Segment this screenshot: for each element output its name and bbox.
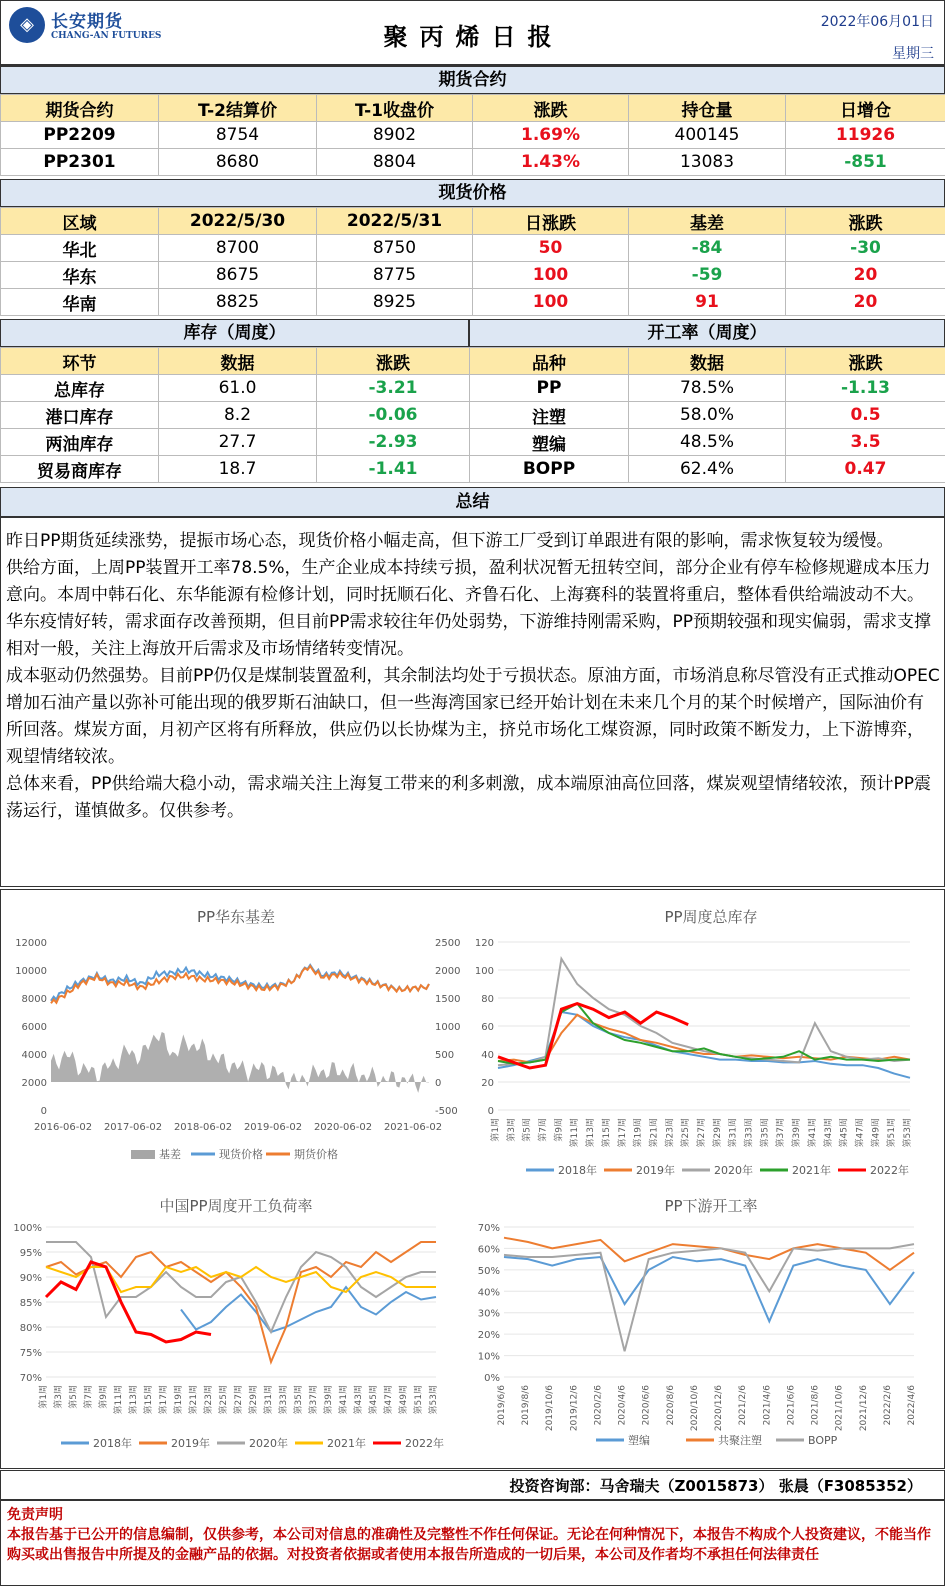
x-tick-label: 2022/4/6 — [907, 1385, 917, 1426]
y2-tick-label: -500 — [435, 1106, 458, 1117]
y-tick-label: 100 — [476, 966, 494, 977]
y-tick-label: 10000 — [15, 966, 47, 977]
table-cell: 27.7 — [159, 429, 317, 456]
report-weekday: 星期三 — [892, 46, 934, 62]
column-header: T-2结算价 — [159, 95, 317, 122]
table-cell: 贸易商库存 — [1, 456, 159, 483]
summary-paragraph: 成本驱动仍然强势。目前PP仍仅是煤制装置盈利，其余制法均处于亏损状态。原油方面，市场消息称尽管没有正式推动OPEC增加石油产量以弥补可能出现的俄罗斯石油缺口，但一些海湾国家已经开始计划在未来几个月的某个时候增产，国际油价有所回落。煤炭方面，月初产区将有所释放，供应仍以长协煤为主，挤兑市场化工煤资源，同时政策不断发力，上下游博弈，观望情绪较浓。 — [6, 666, 940, 767]
table-cell: 50 — [473, 235, 629, 262]
table-row — [470, 402, 945, 429]
y-tick-label: 20 — [481, 1078, 494, 1089]
y-tick-label: 40 — [481, 1050, 494, 1061]
x-tick-label: 第15周 — [144, 1385, 154, 1415]
table-cell: 20 — [786, 262, 945, 289]
table-cell: 58.0% — [629, 402, 786, 429]
table-cell: 塑编 — [470, 429, 629, 456]
legend-entry: 现货价格 — [219, 1148, 263, 1161]
x-tick-label: 第49周 — [871, 1118, 882, 1148]
x-tick-label: 2020/8/6 — [665, 1385, 676, 1426]
table-cell: 3.5 — [786, 429, 945, 456]
disclaimer-title: 免责声明 — [7, 1507, 63, 1523]
downstream-chart — [476, 1185, 945, 1470]
x-tick-label: 第9周 — [554, 1118, 565, 1142]
y-tick-label: 0% — [484, 1373, 500, 1384]
table-cell: 78.5% — [629, 375, 786, 402]
column-header: 涨跌 — [473, 95, 629, 122]
x-tick-label: 第43周 — [354, 1385, 364, 1415]
x-tick-label: 第31周 — [728, 1118, 739, 1148]
table-row — [470, 375, 945, 402]
table-cell: 华北 — [1, 235, 159, 262]
table-cell: 8775 — [317, 262, 473, 289]
operating-section-title: 开工率（周度） — [469, 319, 945, 347]
futures-price-line — [51, 966, 429, 1003]
table-cell: PP2301 — [1, 149, 159, 176]
table-cell: 注塑 — [470, 402, 629, 429]
legend-entry: 2020年 — [714, 1164, 753, 1177]
table-header-row — [1, 348, 470, 375]
x-tick-label: 第5周 — [522, 1118, 533, 1142]
x-tick-label: 第17周 — [617, 1118, 628, 1148]
column-header: 期货合约 — [1, 95, 159, 122]
table-header-row — [470, 348, 945, 375]
inventory-chart — [476, 890, 945, 1180]
x-tick-label: 第29周 — [249, 1385, 259, 1415]
table-cell: 0.47 — [786, 456, 945, 483]
futures-section-title: 期货合约 — [0, 66, 945, 94]
column-header: 2022/5/31 — [317, 208, 473, 235]
table-cell: 8.2 — [159, 402, 317, 429]
table-cell: 91 — [629, 289, 786, 316]
series-line — [498, 1012, 910, 1078]
report-date: 2022年06月01日 — [820, 14, 934, 30]
x-tick-label: 第21周 — [649, 1118, 660, 1148]
x-tick-label: 第19周 — [633, 1118, 644, 1148]
legend-entry: 2019年 — [171, 1437, 210, 1450]
x-tick-label: 2021/10/6 — [834, 1385, 845, 1432]
x-tick-label: 第9周 — [99, 1385, 109, 1409]
x-tick-label: 第53周 — [429, 1385, 439, 1415]
table-cell: 13083 — [629, 149, 786, 176]
x-tick-label: 第27周 — [234, 1385, 244, 1415]
report-title: 聚丙烯日报 — [383, 23, 564, 51]
x-tick-label: 2021/8/6 — [810, 1385, 821, 1426]
x-tick-label: 第41周 — [339, 1385, 349, 1415]
disclaimer — [0, 1500, 945, 1586]
y-tick-label: 0 — [487, 1106, 494, 1117]
disclaimer-text: 本报告基于已公开的信息编制，仅供参考，本公司对信息的准确性及完整性不作任何保证。无论在何种情况下，本报告不构成个人投资建议，不能当作购买或出售报告中所提及的金融产品的依据。对投资者依据或者使用本报告所造成的一切后果，本公司及作者均不承担任何法律责任 — [7, 1527, 931, 1563]
basis-chart — [1, 890, 471, 1180]
spot-table — [0, 207, 945, 316]
legend-entry: 基差 — [159, 1148, 181, 1161]
x-tick-label: 第47周 — [855, 1118, 866, 1148]
charts-panel — [0, 889, 945, 1469]
x-tick-label: 第45周 — [369, 1385, 379, 1415]
table-cell: 8680 — [159, 149, 317, 176]
x-tick-label: 第13周 — [586, 1118, 597, 1148]
x-tick-label: 第35周 — [760, 1118, 771, 1148]
table-cell: 两油库存 — [1, 429, 159, 456]
basis-chart-svg — [1, 890, 471, 1180]
legend-entry: 2021年 — [792, 1164, 831, 1177]
y2-tick-label: 2000 — [435, 966, 461, 977]
x-tick-label: 第31周 — [264, 1385, 274, 1415]
column-header: 涨跌 — [786, 348, 945, 375]
x-tick-label: 2021/12/6 — [858, 1385, 869, 1432]
table-row — [1, 235, 945, 262]
chart-title: 中国PP周度开工负荷率 — [159, 1197, 313, 1215]
x-tick-label: 第1周 — [39, 1385, 49, 1409]
table-cell: 1.43% — [473, 149, 629, 176]
x-tick-label: 第35周 — [294, 1385, 304, 1415]
x-tick-label: 第29周 — [712, 1118, 723, 1148]
legend-entry: 2022年 — [870, 1164, 909, 1177]
inventory-section-title: 库存（周度） — [0, 319, 469, 347]
x-tick-label: 第23周 — [204, 1385, 214, 1415]
column-header: 基差 — [629, 208, 786, 235]
chart-title: PP华东基差 — [196, 908, 276, 926]
y-tick-label: 90% — [19, 1273, 42, 1284]
x-tick-label: 2022/2/6 — [882, 1385, 893, 1426]
basis-area — [51, 1032, 429, 1093]
table-header-row — [1, 95, 945, 122]
x-tick-label: 第19周 — [174, 1385, 184, 1415]
table-cell: 8754 — [159, 122, 317, 149]
legend-entry: 2020年 — [249, 1437, 288, 1450]
y-tick-label: 80% — [19, 1323, 42, 1334]
legend-swatch — [131, 1150, 155, 1159]
table-cell: -30 — [786, 235, 945, 262]
x-tick-label: 2019-06-02 — [243, 1122, 303, 1133]
legend-entry: 期货价格 — [294, 1148, 338, 1161]
x-tick-label: 2019/8/6 — [521, 1385, 532, 1426]
table-cell: -1.13 — [786, 375, 945, 402]
summary-paragraph: 华东疫情好转，需求面存改善预期，但目前PP需求较往年仍处弱势，下游维持刚需采购，PP预期较强和现实偏弱，需求支撑相对一般，关注上海放开后需求及市场情绪转变情况。 — [6, 612, 932, 659]
table-cell: 8925 — [317, 289, 473, 316]
table-cell: PP — [470, 375, 629, 402]
table-cell: BOPP — [470, 456, 629, 483]
inventory-chart-svg — [476, 890, 945, 1180]
x-tick-label: 2019/6/6 — [497, 1385, 507, 1426]
x-tick-label: 第51周 — [414, 1385, 424, 1415]
chart-title: PP周度总库存 — [664, 908, 758, 926]
series-line — [504, 1238, 914, 1270]
column-header: 数据 — [159, 348, 317, 375]
column-header: 日涨跌 — [473, 208, 629, 235]
table-cell: 48.5% — [629, 429, 786, 456]
table-cell: 8825 — [159, 289, 317, 316]
x-tick-label: 第33周 — [744, 1118, 755, 1148]
y2-tick-label: 1500 — [435, 994, 461, 1005]
table-cell: -59 — [629, 262, 786, 289]
table-row — [470, 429, 945, 456]
x-tick-label: 第3周 — [506, 1118, 517, 1142]
table-cell: 8902 — [317, 122, 473, 149]
x-tick-label: 第33周 — [279, 1385, 289, 1415]
x-tick-label: 第15周 — [601, 1118, 612, 1148]
spot-section-title: 现货价格 — [0, 179, 945, 207]
x-tick-label: 2019/12/6 — [569, 1385, 580, 1432]
table-row — [1, 149, 945, 176]
y-tick-label: 20% — [477, 1330, 500, 1342]
series-line — [181, 1287, 436, 1332]
summary-text — [0, 517, 945, 887]
summary-section-title: 总结 — [0, 487, 945, 517]
legend-entry: 塑编 — [628, 1434, 650, 1447]
x-tick-label: 第21周 — [189, 1385, 199, 1415]
y-tick-label: 60 — [481, 1022, 494, 1033]
table-cell: 华东 — [1, 262, 159, 289]
y2-tick-label: 0 — [435, 1078, 442, 1089]
x-tick-label: 2021/4/6 — [762, 1385, 773, 1426]
table-cell: 华南 — [1, 289, 159, 316]
table-cell: 8700 — [159, 235, 317, 262]
x-tick-label: 第17周 — [159, 1385, 169, 1415]
table-cell: 61.0 — [159, 375, 317, 402]
summary-paragraph: 供给方面，上周PP装置开工率78.5%，生产企业成本持续亏损，盈利状况暂无扭转空间，部分企业有停车检修规避成本压力意向。本周中韩石化、东华能源有检修计划，同时抚顺石化、齐鲁石化、上海赛科的装置将重启，整体看供给端波动不大。 — [6, 558, 931, 605]
column-header: 品种 — [470, 348, 629, 375]
table-cell: 100 — [473, 289, 629, 316]
legend-entry: 2018年 — [558, 1164, 597, 1177]
x-tick-label: 第13周 — [129, 1385, 139, 1415]
column-header: 持仓量 — [629, 95, 786, 122]
table-cell: -851 — [786, 149, 945, 176]
table-row — [1, 375, 470, 402]
x-tick-label: 2020-06-02 — [313, 1122, 373, 1133]
table-cell: -1.41 — [317, 456, 470, 483]
table-row — [1, 289, 945, 316]
x-tick-label: 第51周 — [887, 1118, 898, 1148]
logo-emblem-icon: ◈ — [9, 7, 45, 43]
x-tick-label: 2016-06-02 — [33, 1122, 93, 1133]
load-rate-chart-svg — [1, 1185, 471, 1470]
legend-entry: 2018年 — [93, 1437, 132, 1450]
y2-tick-label: 2500 — [435, 938, 461, 949]
downstream-chart-svg — [476, 1185, 945, 1470]
y-tick-label: 30% — [477, 1308, 500, 1320]
x-tick-label: 第37周 — [309, 1385, 319, 1415]
y-tick-label: 80 — [481, 994, 494, 1005]
table-cell: 100 — [473, 262, 629, 289]
x-tick-label: 第45周 — [839, 1118, 850, 1148]
y-tick-label: 75% — [19, 1348, 42, 1359]
table-cell: 总库存 — [1, 375, 159, 402]
y-tick-label: 8000 — [21, 994, 47, 1005]
y-tick-label: 50% — [477, 1265, 500, 1277]
load-rate-chart — [1, 1185, 471, 1470]
series-line — [504, 1257, 914, 1321]
y-tick-label: 70% — [477, 1223, 500, 1234]
x-tick-label: 2021/6/6 — [786, 1385, 797, 1426]
logo-name-en: CHANG-AN FUTURES — [51, 31, 162, 41]
legend-entry: BOPP — [808, 1434, 838, 1447]
x-tick-label: 2021-06-02 — [383, 1122, 443, 1133]
x-tick-label: 第11周 — [114, 1385, 124, 1415]
y-tick-label: 6000 — [21, 1022, 47, 1033]
column-header: 环节 — [1, 348, 159, 375]
legend-entry: 2021年 — [327, 1437, 366, 1450]
table-cell: 0.5 — [786, 402, 945, 429]
table-row — [1, 429, 470, 456]
table-cell: 20 — [786, 289, 945, 316]
x-tick-label: 第37周 — [776, 1118, 787, 1148]
x-tick-label: 第25周 — [219, 1385, 229, 1415]
table-cell: 11926 — [786, 122, 945, 149]
x-tick-label: 第3周 — [54, 1385, 64, 1409]
table-cell: -0.06 — [317, 402, 470, 429]
x-tick-label: 2017-06-02 — [103, 1122, 163, 1133]
x-tick-label: 第41周 — [807, 1118, 818, 1148]
x-tick-label: 第43周 — [823, 1118, 834, 1148]
x-tick-label: 第1周 — [491, 1118, 501, 1142]
column-header: T-1收盘价 — [317, 95, 473, 122]
legend-entry: 共聚注塑 — [718, 1434, 762, 1447]
table-cell: PP2209 — [1, 122, 159, 149]
y-tick-label: 95% — [19, 1248, 42, 1259]
report-header — [0, 0, 945, 66]
x-tick-label: 第49周 — [399, 1385, 409, 1415]
y-tick-label: 10% — [477, 1351, 500, 1363]
x-tick-label: 第53周 — [903, 1118, 913, 1148]
x-tick-label: 2019/10/6 — [545, 1385, 556, 1432]
table-row — [1, 456, 470, 483]
x-tick-label: 2020/10/6 — [689, 1385, 700, 1432]
table-row — [1, 262, 945, 289]
column-header: 区域 — [1, 208, 159, 235]
operating-table — [469, 347, 945, 483]
x-tick-label: 2020/4/6 — [617, 1385, 628, 1426]
x-tick-label: 2020/2/6 — [593, 1385, 604, 1426]
y-tick-label: 60% — [477, 1244, 500, 1256]
x-tick-label: 2021/2/6 — [738, 1385, 749, 1426]
table-cell: 62.4% — [629, 456, 786, 483]
column-header: 涨跌 — [317, 348, 470, 375]
x-tick-label: 第7周 — [538, 1118, 549, 1142]
y-tick-label: 120 — [476, 938, 494, 949]
x-tick-label: 2020/12/6 — [714, 1385, 725, 1432]
legend-entry: 2022年 — [405, 1437, 444, 1450]
table-cell: 8750 — [317, 235, 473, 262]
summary-paragraph: 总体来看，PP供给端大稳小动，需求端关注上海复工带来的利多刺激，成本端原油高位回落，煤炭观望情绪较浓，预计PP震荡运行，谨慎做多。仅供参考。 — [6, 774, 932, 821]
table-cell: 港口库存 — [1, 402, 159, 429]
table-cell: 400145 — [629, 122, 786, 149]
table-row — [470, 456, 945, 483]
x-tick-label: 第5周 — [69, 1385, 79, 1409]
logo-name-cn: 长安期货 — [51, 12, 123, 32]
x-tick-label: 第7周 — [84, 1385, 94, 1409]
table-row — [1, 122, 945, 149]
y2-tick-label: 1000 — [435, 1022, 461, 1033]
y-tick-label: 4000 — [21, 1050, 47, 1061]
column-header: 涨跌 — [786, 208, 945, 235]
y2-tick-label: 500 — [435, 1050, 455, 1061]
x-tick-label: 第47周 — [384, 1385, 394, 1415]
series-line — [498, 1015, 910, 1063]
table-cell: -3.21 — [317, 375, 470, 402]
y-tick-label: 85% — [19, 1298, 42, 1309]
advisor-info: 投资咨询部：马舍瑞夫（Z0015873） 张晨（F3085352） — [0, 1470, 945, 1500]
y-tick-label: 40% — [477, 1287, 500, 1299]
y-tick-label: 100% — [13, 1223, 42, 1234]
x-tick-label: 第27周 — [697, 1118, 707, 1148]
column-header: 2022/5/30 — [159, 208, 317, 235]
futures-table — [0, 94, 945, 176]
chart-title: PP下游开工率 — [664, 1197, 758, 1215]
y-tick-label: 70% — [19, 1373, 42, 1384]
y-tick-label: 0 — [40, 1106, 47, 1117]
y-tick-label: 2000 — [21, 1078, 47, 1089]
summary-paragraph: 昨日PP期货延续涨势，提振市场心态，现货价格小幅走高，但下游工厂受到订单跟进有限的影响，需求恢复较为缓慢。 — [6, 531, 894, 551]
x-tick-label: 2018-06-02 — [173, 1122, 233, 1133]
table-cell: 8675 — [159, 262, 317, 289]
table-cell: -84 — [629, 235, 786, 262]
column-header: 数据 — [629, 348, 786, 375]
legend-entry: 2019年 — [636, 1164, 675, 1177]
x-tick-label: 第39周 — [324, 1385, 334, 1415]
x-tick-label: 第23周 — [665, 1118, 676, 1148]
table-cell: 18.7 — [159, 456, 317, 483]
x-tick-label: 第39周 — [792, 1118, 803, 1148]
table-row — [1, 402, 470, 429]
column-header: 日增仓 — [786, 95, 945, 122]
table-header-row — [1, 208, 945, 235]
x-tick-label: 第11周 — [570, 1118, 581, 1148]
table-cell: -2.93 — [317, 429, 470, 456]
inventory-table — [0, 347, 470, 483]
table-cell: 1.69% — [473, 122, 629, 149]
x-tick-label: 2020/6/6 — [641, 1385, 652, 1426]
x-tick-label: 第25周 — [681, 1118, 692, 1148]
table-cell: 8804 — [317, 149, 473, 176]
y-tick-label: 12000 — [15, 938, 47, 949]
